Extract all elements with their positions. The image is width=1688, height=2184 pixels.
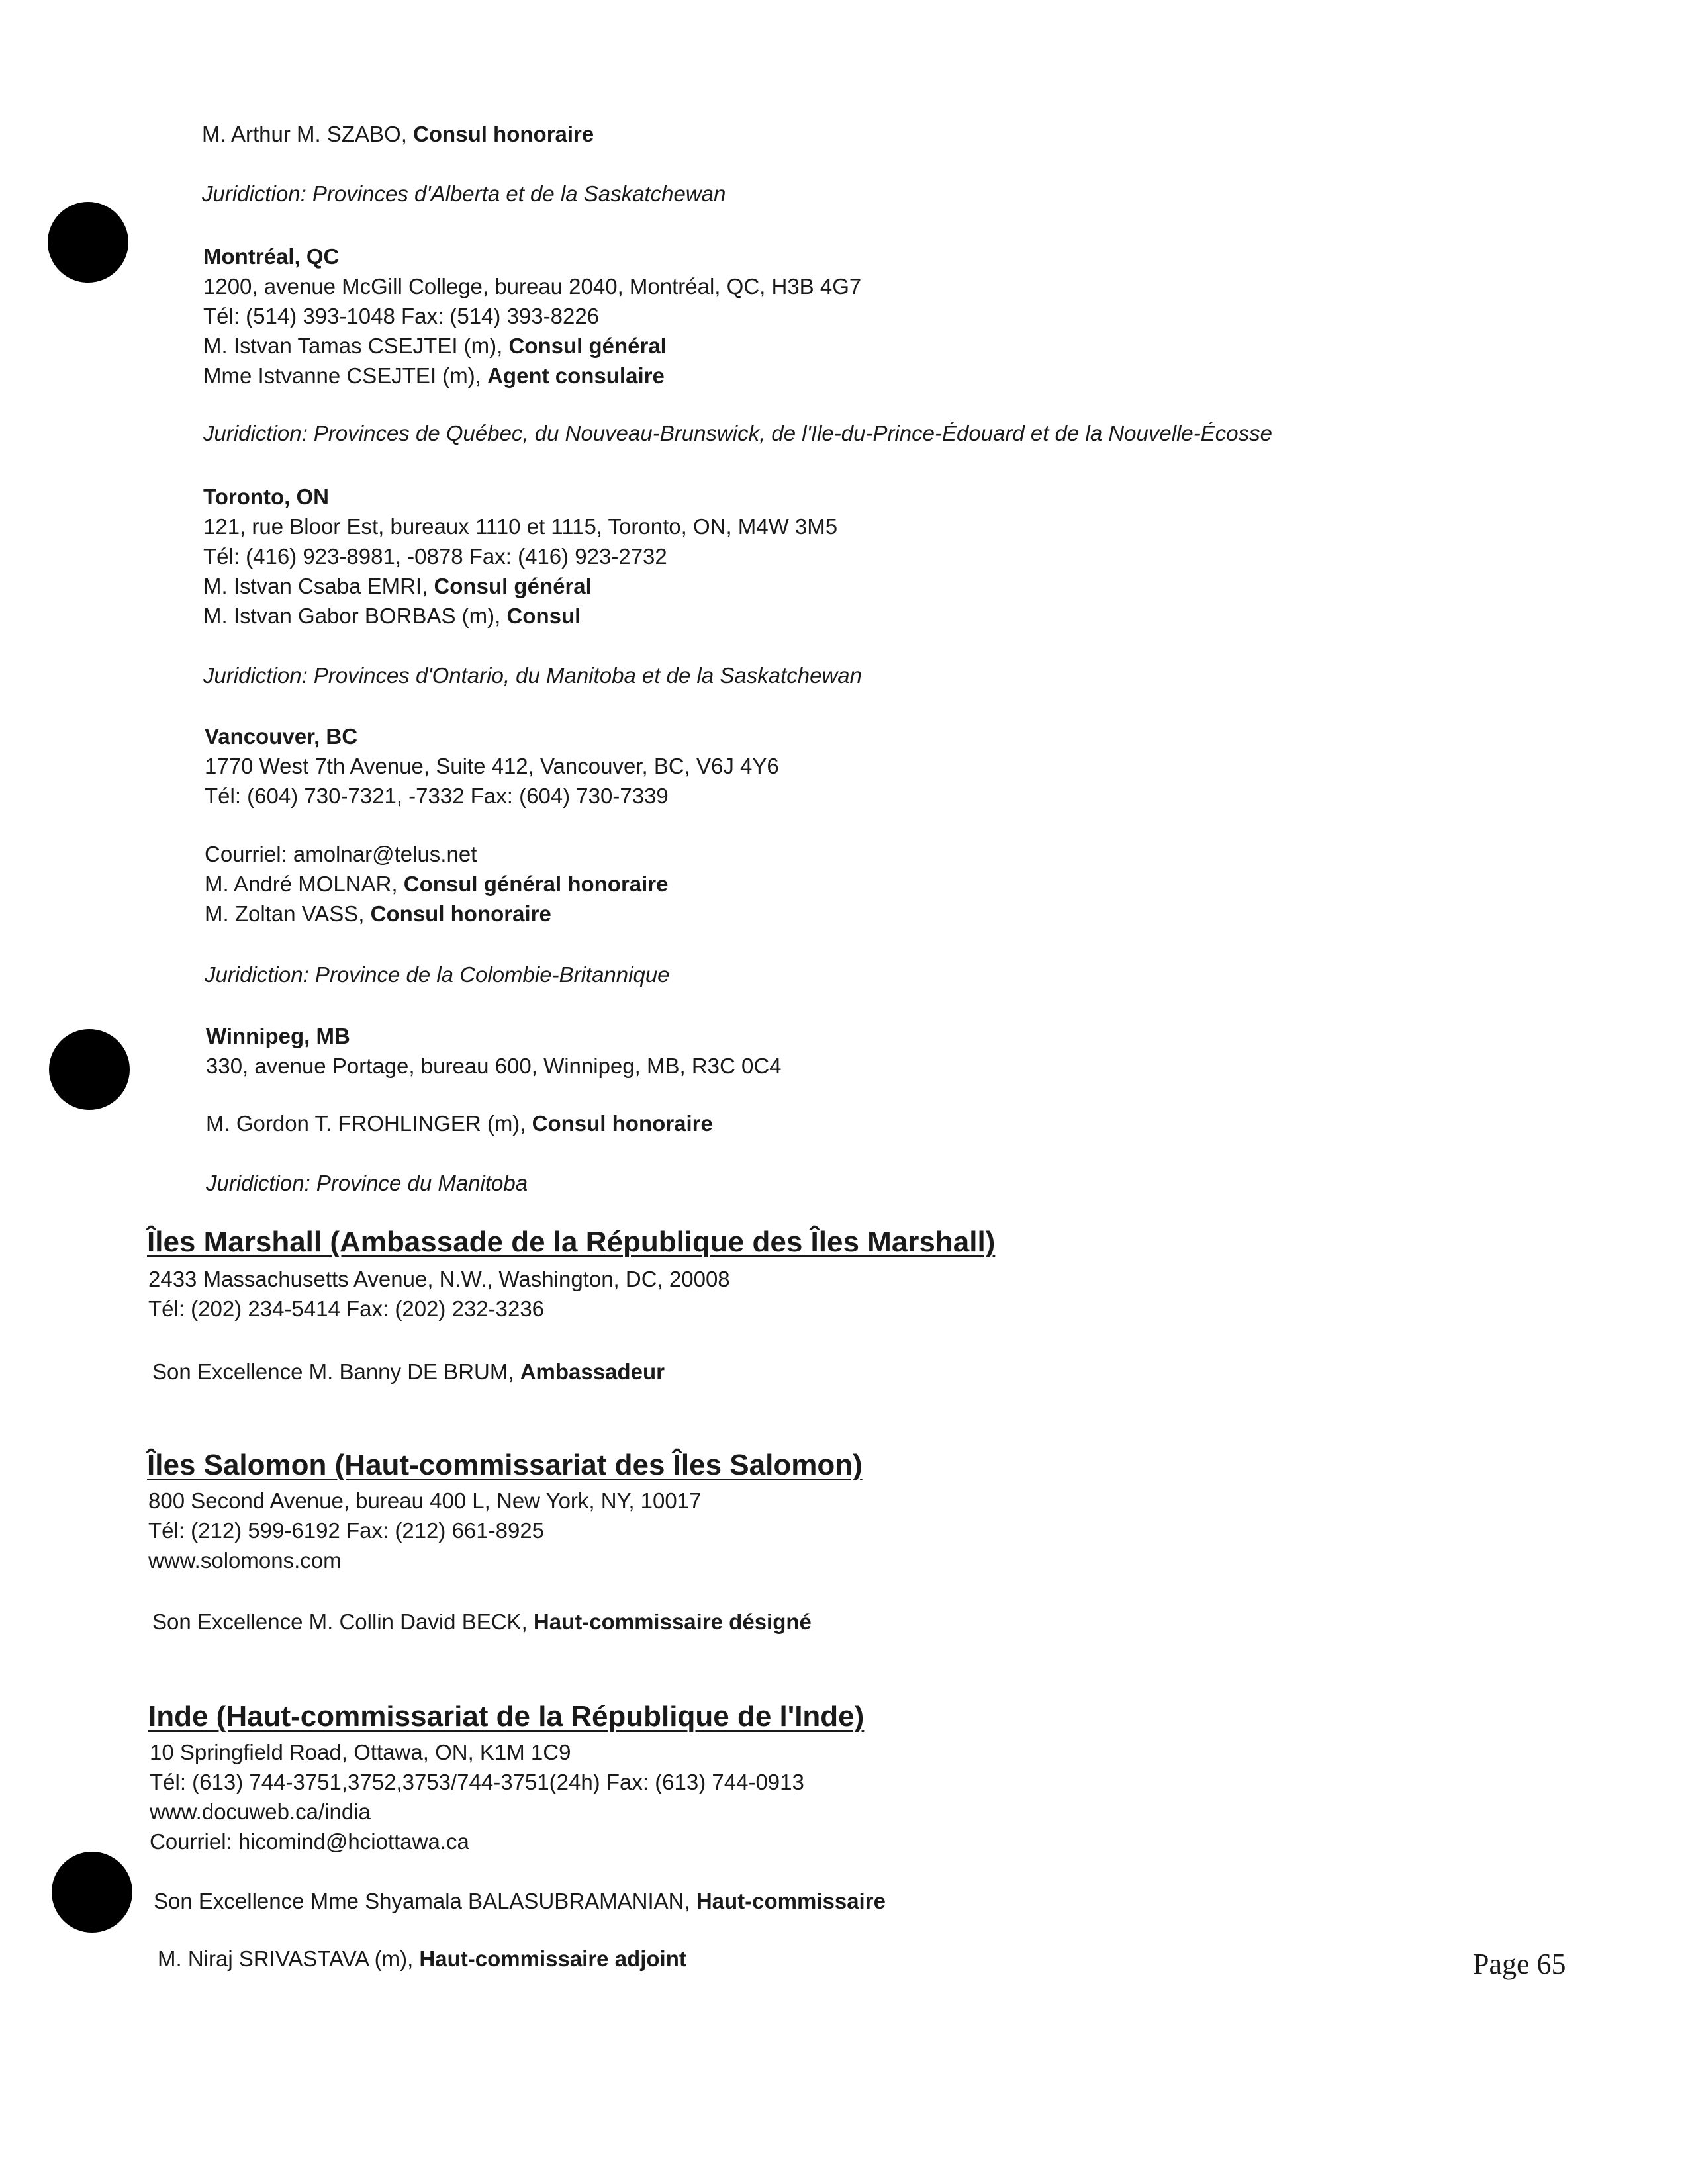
jurisdiction-line: Juridiction: Provinces d'Alberta et de la Saskatchewan (202, 181, 726, 206)
mission-salomon (148, 1486, 701, 1575)
person-line (152, 1607, 812, 1637)
consulate-montreal (203, 242, 861, 390)
jurisdiction-line: Juridiction: Province de la Colombie-Britannique (205, 962, 670, 987)
punch-hole-top (48, 202, 128, 283)
person-name: M. Istvan Tamas CSEJTEI (m), (203, 334, 509, 358)
website: www.solomons.com (148, 1548, 342, 1572)
address: 1770 West 7th Avenue, Suite 412, Vancouver, BC, V6J 4Y6 (205, 754, 779, 778)
person-title: Consul honoraire (413, 122, 594, 146)
address: 330, avenue Portage, bureau 600, Winnipeg, MB, R3C 0C4 (206, 1054, 782, 1078)
consulate-vancouver (205, 721, 779, 811)
person-name: M. André MOLNAR, (205, 872, 404, 896)
phone-fax: Tél: (416) 923-8981, -0878 Fax: (416) 923-2732 (203, 544, 667, 569)
person-line (203, 331, 861, 361)
person-name: Son Excellence Mme Shyamala BALASUBRAMANIAN, (154, 1889, 696, 1913)
consulate-toronto (203, 482, 837, 631)
email: Courriel: hicomind@hciottawa.ca (150, 1829, 469, 1854)
person-name: M. Gordon T. FROHLINGER (m), (206, 1111, 532, 1136)
person-title: Ambassadeur (520, 1359, 665, 1384)
address: 121, rue Bloor Est, bureaux 1110 et 1115, Toronto, ON, M4W 3M5 (203, 514, 838, 539)
person-title: Agent consulaire (487, 363, 665, 388)
address: 10 Springfield Road, Ottawa, ON, K1M 1C9 (150, 1740, 571, 1764)
person-title: Consul honoraire (370, 901, 551, 926)
city-name: Montréal, QC (203, 244, 340, 269)
page-number: Page 65 (1473, 1948, 1566, 1980)
person-line (203, 601, 837, 631)
mission-inde (150, 1737, 804, 1856)
person-line (206, 1109, 713, 1138)
city-name: Toronto, ON (203, 484, 330, 509)
person-title: Consul honoraire (532, 1111, 713, 1136)
person-line (158, 1944, 686, 1974)
person-name: M. Arthur M. SZABO, (202, 122, 414, 146)
person-name: Mme Istvanne CSEJTEI (m), (203, 363, 488, 388)
phone-fax: Tél: (514) 393-1048 Fax: (514) 393-8226 (203, 304, 600, 328)
consulate-winnipeg (206, 1021, 782, 1081)
person-title: Consul général (508, 334, 667, 358)
punch-hole-bottom (52, 1852, 132, 1933)
person-line (203, 361, 861, 390)
person-name: M. Istvan Gabor BORBAS (m), (203, 604, 507, 628)
person-title: Consul général honoraire (403, 872, 669, 896)
city-name: Vancouver, BC (205, 724, 358, 749)
person-name: M. Zoltan VASS, (205, 901, 371, 926)
phone-fax: Tél: (613) 744-3751,3752,3753/744-3751(24h) Fax: (613) 744-0913 (150, 1770, 804, 1794)
jurisdiction-line: Juridiction: Provinces d'Ontario, du Manitoba et de la Saskatchewan (203, 663, 863, 688)
person-line (152, 1357, 665, 1387)
country-heading-inde: Inde (Haut-commissariat de la République de l'Inde) (148, 1700, 865, 1733)
jurisdiction-line: Juridiction: Province du Manitoba (206, 1171, 528, 1195)
country-heading-marshall: Îles Marshall (Ambassade de la République des Îles Marshall) (147, 1226, 996, 1258)
address: 2433 Massachusetts Avenue, N.W., Washington, DC, 20008 (148, 1267, 730, 1291)
person-line (205, 869, 669, 899)
email: Courriel: amolnar@telus.net (205, 842, 477, 866)
person-name: Son Excellence M. Banny DE BRUM, (152, 1359, 520, 1384)
mission-marshall (148, 1264, 730, 1324)
website: www.docuweb.ca/india (150, 1799, 371, 1824)
person-title: Consul (506, 604, 581, 628)
phone-fax: Tél: (212) 599-6192 Fax: (212) 661-8925 (148, 1518, 545, 1543)
person-name: Son Excellence M. Collin David BECK, (152, 1610, 534, 1634)
phone-fax: Tél: (604) 730-7321, -7332 Fax: (604) 730-7339 (205, 784, 669, 808)
person-title: Haut-commissaire adjoint (419, 1946, 686, 1971)
punch-hole-middle (49, 1029, 130, 1110)
address: 800 Second Avenue, bureau 400 L, New York, NY, 10017 (148, 1488, 702, 1513)
person-line (205, 899, 669, 929)
city-name: Winnipeg, MB (206, 1024, 350, 1048)
person-title: Haut-commissaire (696, 1889, 886, 1913)
person-name: M. Niraj SRIVASTAVA (m), (158, 1946, 420, 1971)
person-title: Haut-commissaire désigné (533, 1610, 812, 1634)
person-line (203, 571, 837, 601)
country-heading-salomon: Îles Salomon (Haut-commissariat des Îles Salomon) (147, 1449, 863, 1481)
consulate-vancouver-contacts (205, 839, 669, 929)
person-line (154, 1886, 886, 1916)
jurisdiction-line: Juridiction: Provinces de Québec, du Nouveau-Brunswick, de l'Ile-du-Prince-Édouard et de la Nouvelle-Écosse (203, 421, 1272, 445)
person-name: M. Istvan Csaba EMRI, (203, 574, 434, 598)
phone-fax: Tél: (202) 234-5414 Fax: (202) 232-3236 (148, 1297, 545, 1321)
person-line (202, 119, 594, 149)
person-title: Consul général (434, 574, 592, 598)
address: 1200, avenue McGill College, bureau 2040, Montréal, QC, H3B 4G7 (203, 274, 862, 298)
